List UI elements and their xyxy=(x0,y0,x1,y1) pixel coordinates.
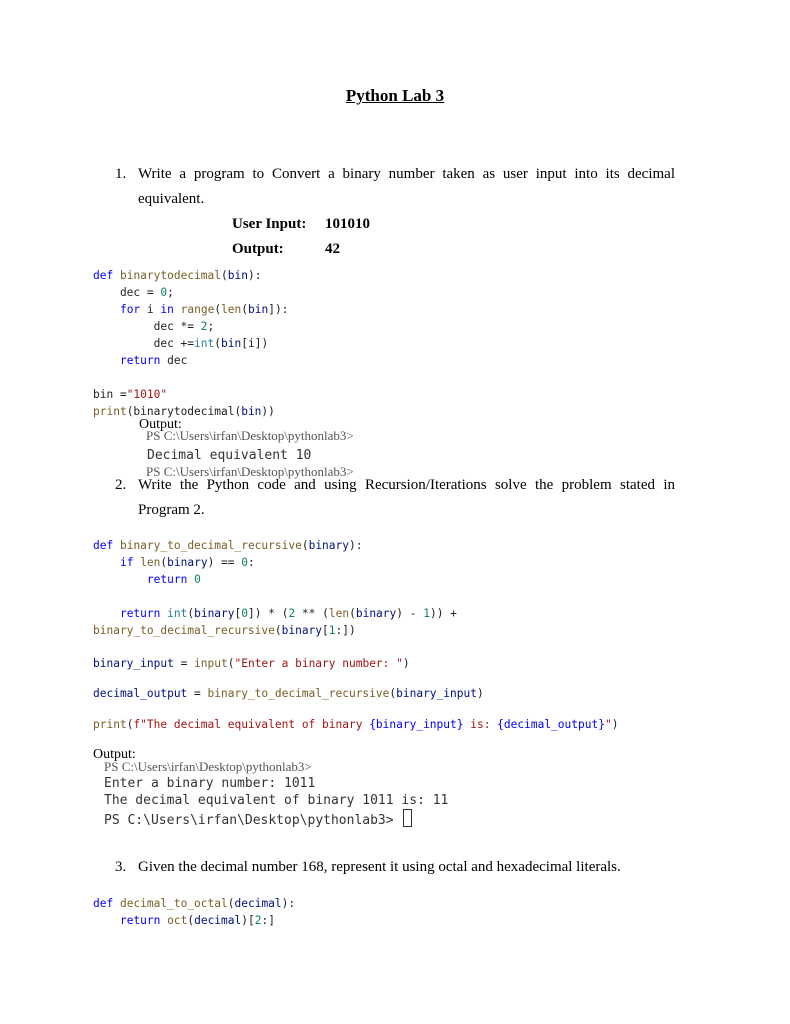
code-token: print xyxy=(93,405,127,418)
output-label-1: Output: xyxy=(139,417,182,432)
question-text: Given the decimal number 168, represent it using octal and hexadecimal literals. xyxy=(138,859,621,875)
code-token: return xyxy=(119,914,161,927)
code-token: 1 xyxy=(328,624,336,637)
code-token: ( xyxy=(389,687,397,700)
code-token: binary_input xyxy=(93,657,174,670)
code-token: " xyxy=(604,718,612,731)
code-token: ]): xyxy=(268,303,289,316)
terminal-prompt-line xyxy=(104,809,412,829)
code-line xyxy=(93,537,457,554)
code-line xyxy=(93,267,288,284)
code-token: ) xyxy=(402,657,410,670)
code-token: ): xyxy=(349,539,363,552)
code-token: 0 xyxy=(241,556,249,569)
code-token: {binary_input} xyxy=(369,718,464,731)
code-token: bin = xyxy=(93,388,127,401)
code-token: binary xyxy=(355,607,397,620)
code-token: 0 xyxy=(160,286,168,299)
code-token: binarytodecimal xyxy=(119,269,222,282)
code-line xyxy=(93,605,457,622)
code-token: ) == xyxy=(207,556,242,569)
terminal-prompt: PS C:\Users\irfan\Desktop\pythonlab3> xyxy=(104,813,402,828)
code-token: return xyxy=(119,607,161,620)
code-token: decimal_output xyxy=(93,687,188,700)
code-token: binary xyxy=(281,624,323,637)
code-token: len xyxy=(140,556,161,569)
question-text: Write a program to Convert a binary number taken as user input into its decimal equivalent. xyxy=(138,166,675,207)
code-token: dec += xyxy=(93,337,195,350)
output-label-2: Output: xyxy=(93,747,136,762)
terminal-output-line-1: Enter a binary number: 1011 xyxy=(104,776,316,791)
code-token: range xyxy=(180,303,215,316)
code-token: [ xyxy=(322,624,329,637)
user-input-label: User Input: xyxy=(232,216,307,232)
question-number: 3. xyxy=(115,859,127,875)
code-token: ; xyxy=(167,286,174,299)
code-token: bin xyxy=(241,405,262,418)
code-token: 2 xyxy=(200,320,208,333)
code-token: decimal xyxy=(194,914,242,927)
code-token: dec xyxy=(160,354,188,367)
code-token: ( xyxy=(214,303,222,316)
code-token: int xyxy=(194,337,215,350)
code-line xyxy=(93,685,484,702)
code-token: decimal_to_octal xyxy=(119,897,228,910)
terminal-output-line-2: The decimal equivalent of binary 1011 is: 11 xyxy=(104,793,449,808)
code-token: is: xyxy=(463,718,498,731)
code-token: ( xyxy=(227,657,235,670)
code-token: :] xyxy=(261,914,275,927)
code-token: ) xyxy=(611,718,619,731)
code-line xyxy=(93,352,288,369)
code-line xyxy=(93,588,457,605)
code-token xyxy=(113,897,120,910)
code-token: def xyxy=(93,897,114,910)
code-token: return xyxy=(119,354,161,367)
code-token: ( xyxy=(221,269,228,282)
code-token: print xyxy=(93,718,127,731)
code-token: len xyxy=(328,607,350,620)
code-token: 1 xyxy=(423,607,430,620)
code-token: ]) * ( xyxy=(248,607,289,620)
code-token: i xyxy=(140,303,161,316)
code-block-6 xyxy=(93,895,295,929)
code-token: ; xyxy=(207,320,215,333)
page-title: Python Lab 3 xyxy=(345,86,445,105)
code-token: ): xyxy=(281,897,296,910)
code-token xyxy=(93,573,147,586)
code-token: [ xyxy=(234,607,242,620)
code-token: binary_to_decimal_recursive xyxy=(93,624,275,637)
code-token: ( xyxy=(214,337,222,350)
code-line xyxy=(93,622,457,639)
question-1 xyxy=(115,162,675,214)
code-token: )[ xyxy=(241,914,255,927)
code-token: ( xyxy=(349,607,356,620)
code-token: dec *= xyxy=(93,320,201,333)
code-token: len xyxy=(221,303,242,316)
code-block-5 xyxy=(93,716,618,733)
code-line xyxy=(93,318,288,335)
code-token: ( xyxy=(241,303,249,316)
code-token xyxy=(174,303,181,316)
code-token: ) - xyxy=(396,607,424,620)
terminal-partial-bottom: PS C:\Users\irfan\Desktop\pythonlab3> xyxy=(146,464,354,479)
code-token: f"The decimal equivalent of binary xyxy=(133,718,370,731)
code-token: decimal xyxy=(234,897,282,910)
terminal-output-line: Decimal equivalent 10 xyxy=(147,448,312,463)
code-token: : xyxy=(248,556,255,569)
code-line xyxy=(93,655,410,672)
code-token: 2 xyxy=(288,607,296,620)
code-line xyxy=(93,301,288,318)
code-token: ( xyxy=(301,539,309,552)
code-token: 0 xyxy=(241,607,249,620)
code-token: = xyxy=(173,657,195,670)
code-line xyxy=(93,369,288,386)
code-line xyxy=(93,284,288,301)
code-line xyxy=(93,335,288,352)
code-line xyxy=(93,403,288,420)
code-token: ( xyxy=(274,624,282,637)
code-token: in xyxy=(160,303,174,316)
code-token: for xyxy=(119,303,141,316)
code-token: bin xyxy=(248,303,269,316)
code-token: if xyxy=(119,556,134,569)
question-text: Write the Python code and using Recursion/Iterations solve the problem stated in Program 2. xyxy=(138,477,675,518)
code-token: int xyxy=(167,607,188,620)
code-token: 0 xyxy=(194,573,201,586)
terminal-cursor xyxy=(403,809,412,827)
code-token xyxy=(93,607,120,620)
code-token xyxy=(93,914,120,927)
code-token: ( xyxy=(160,556,168,569)
code-token xyxy=(93,303,120,316)
code-token xyxy=(113,539,120,552)
output-value: 42 xyxy=(325,241,340,257)
code-token: binary_to_decimal_recursive xyxy=(207,687,390,700)
code-token: binary_input xyxy=(396,687,477,700)
code-token: bin xyxy=(227,269,248,282)
code-token: 2 xyxy=(254,914,262,927)
code-token: binary xyxy=(194,607,235,620)
terminal-partial-top-2: PS C:\Users\irfan\Desktop\pythonlab3> xyxy=(104,759,312,774)
user-input-value: 101010 xyxy=(325,216,370,232)
code-token: "1010" xyxy=(126,388,168,401)
code-token: ): xyxy=(247,269,262,282)
code-token: def xyxy=(93,539,114,552)
code-line xyxy=(93,386,288,403)
code-line xyxy=(93,895,295,912)
code-token: ( xyxy=(187,607,195,620)
code-line xyxy=(93,571,457,588)
code-token: dec = xyxy=(93,286,161,299)
code-block-1 xyxy=(93,267,288,420)
code-token: = xyxy=(187,687,208,700)
code-token: ( xyxy=(187,914,195,927)
code-token: ( xyxy=(126,718,134,731)
terminal-partial-top: PS C:\Users\irfan\Desktop\pythonlab3> xyxy=(146,428,354,443)
code-line xyxy=(93,554,457,571)
question-3 xyxy=(115,855,675,881)
code-block-4 xyxy=(93,685,484,702)
code-token: )) xyxy=(261,405,275,418)
code-token xyxy=(93,556,120,569)
code-token xyxy=(113,269,120,282)
code-token: ( xyxy=(227,897,235,910)
code-token: binary xyxy=(167,556,208,569)
code-token: ) xyxy=(476,687,484,700)
code-line xyxy=(93,716,618,733)
code-token: binary xyxy=(308,539,349,552)
code-token: )) + xyxy=(429,607,457,620)
code-token: :]) xyxy=(335,624,356,637)
code-token: bin xyxy=(221,337,242,350)
question-number: 2. xyxy=(115,477,127,493)
code-token: [i]) xyxy=(241,337,269,350)
code-token: ** ( xyxy=(295,607,329,620)
question-number: 1. xyxy=(115,166,127,182)
code-token: def xyxy=(93,269,114,282)
code-token xyxy=(93,354,120,367)
code-line xyxy=(93,912,295,929)
code-block-2 xyxy=(93,537,457,639)
output-label: Output: xyxy=(232,241,284,257)
code-token: binary_to_decimal_recursive xyxy=(119,539,302,552)
code-token: input xyxy=(194,657,228,670)
code-token: {decimal_output} xyxy=(497,718,605,731)
code-token: oct xyxy=(167,914,188,927)
question-2 xyxy=(115,473,675,525)
code-token: "Enter a binary number: " xyxy=(234,657,403,670)
code-token: return xyxy=(146,573,188,586)
code-block-3 xyxy=(93,655,410,672)
code-token: (binarytodecimal( xyxy=(126,405,242,418)
